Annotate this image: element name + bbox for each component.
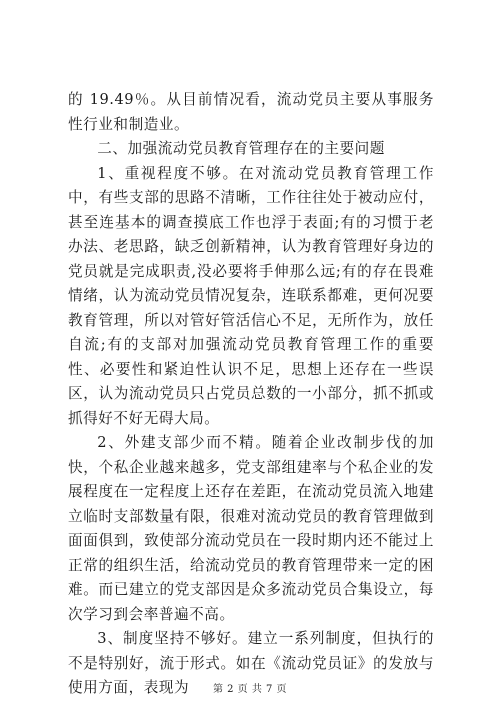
document-body xyxy=(68,88,434,701)
paragraph-point-2: 2、外建支部少而不精。随着企业改制步伐的加快，个私企业越来越多，党支部组建率与个私企业的发展程度在一定程度上还存在差距，在流动党员流入地建立临时支部数量有限，很难对流动党员的教育管理做到面面俱到，致使部分流动党员在一段时期内还不能过上正常的组织生活，给流动党员的教育管理带来一定的困难。而已建立的党支部因是众多流动党员合集设立，每次学习到会率普遍不高。 xyxy=(68,434,434,623)
paragraph-point-3: 3、制度坚持不够好。建立一系列制度，但执行的不是特别好，流于形式。如在《流动党员证》的发放与使用方面，表现为 xyxy=(68,630,434,696)
section-heading: 二、加强流动党员教育管理存在的主要问题 xyxy=(97,140,385,157)
page-footer: 第 2 页 共 7 页 xyxy=(212,684,288,695)
paragraph-point-1: 1、重视程度不够。在对流动党员教育管理工作中，有些支部的思路不清晰，工作往往处于被动应付，甚至连基本的调查摸底工作也浮于表面;有的习惯于老办法、老思路，缺乏创新精神，认为教育管理好身边的党员就是完成职责,没必要将手伸那么远;有的存在畏难情绪，认为流动党员情况复杂，连联系都难，更何况要教育管理，所以对管好管活信心不足，无所作为，放任自流;有的支部对加强流动党员教育管理工作的重要性、必要性和紧迫性认识不足，思想上还存在一些误区，认为流动党员只占党员总数的一小部分，抓不抓或抓得好不好无碍大局。 xyxy=(68,164,434,427)
paragraph-continuation: 的 19.49％。从目前情况看，流动党员主要从事服务性行业和制造业。 xyxy=(68,91,434,133)
